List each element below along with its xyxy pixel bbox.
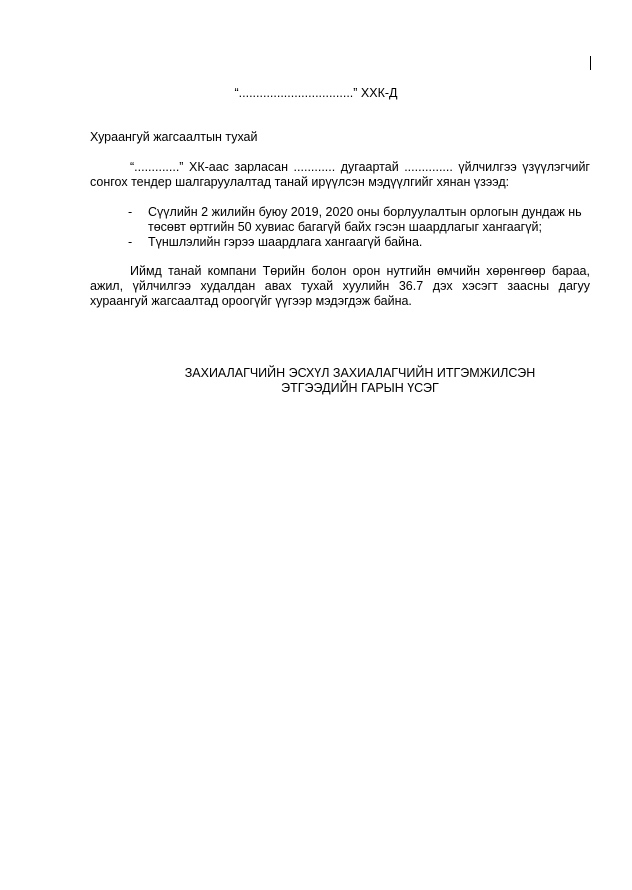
bullet-dash: - (128, 205, 133, 219)
list-item-text: Түншлэлийн гэрээ шаардлага хангаагүй байна. (148, 235, 423, 249)
list-item (90, 235, 590, 250)
list-item (90, 205, 590, 235)
conclusion-paragraph: Иймд танай компани Төрийн болон орон нутгийн өмчийн хөрөнгөөр бараа, ажил, үйлчилгээ худалдан авах тухай хуулийн 36.7 дэх хэсэгт заасны дагуу хураангуй жагсаалтад ороогүйг үүгээр мэдэгдэж байна. (90, 264, 590, 308)
text-cursor (590, 56, 591, 70)
list-item-text: Сүүлийн 2 жилийн буюу 2019, 2020 оны борлуулалтын орлогын дундаж нь төсөвт өртгийн 50 хувиас багагүй байх гэсэн шаардлагыг хангаагүй; (148, 205, 582, 234)
intro-paragraph: “.............” ХК-аас зарласан ............ дугаартай .............. үйлчилгээ үзүүлэгчийг сонгох тендер шалгаруулалтад танай ирүүлсэн мэдүүлгийг хянан үзээд: (90, 160, 590, 189)
subject-line: Хураангуй жагсаалтын тухай (90, 130, 258, 144)
signature-line-2: ЭТГЭЭДИЙН ГАРЫН ҮСЭГ (281, 381, 439, 395)
bullet-dash: - (128, 235, 133, 249)
addressee-line: “.................................” ХХК-Д (234, 86, 398, 100)
signature-line-1: ЗАХИАЛАГЧИЙН ЭСХҮЛ ЗАХИАЛАГЧИЙН ИТГЭМЖИЛСЭН (184, 366, 536, 380)
signature-block (0, 366, 632, 396)
reasons-list (90, 205, 590, 250)
